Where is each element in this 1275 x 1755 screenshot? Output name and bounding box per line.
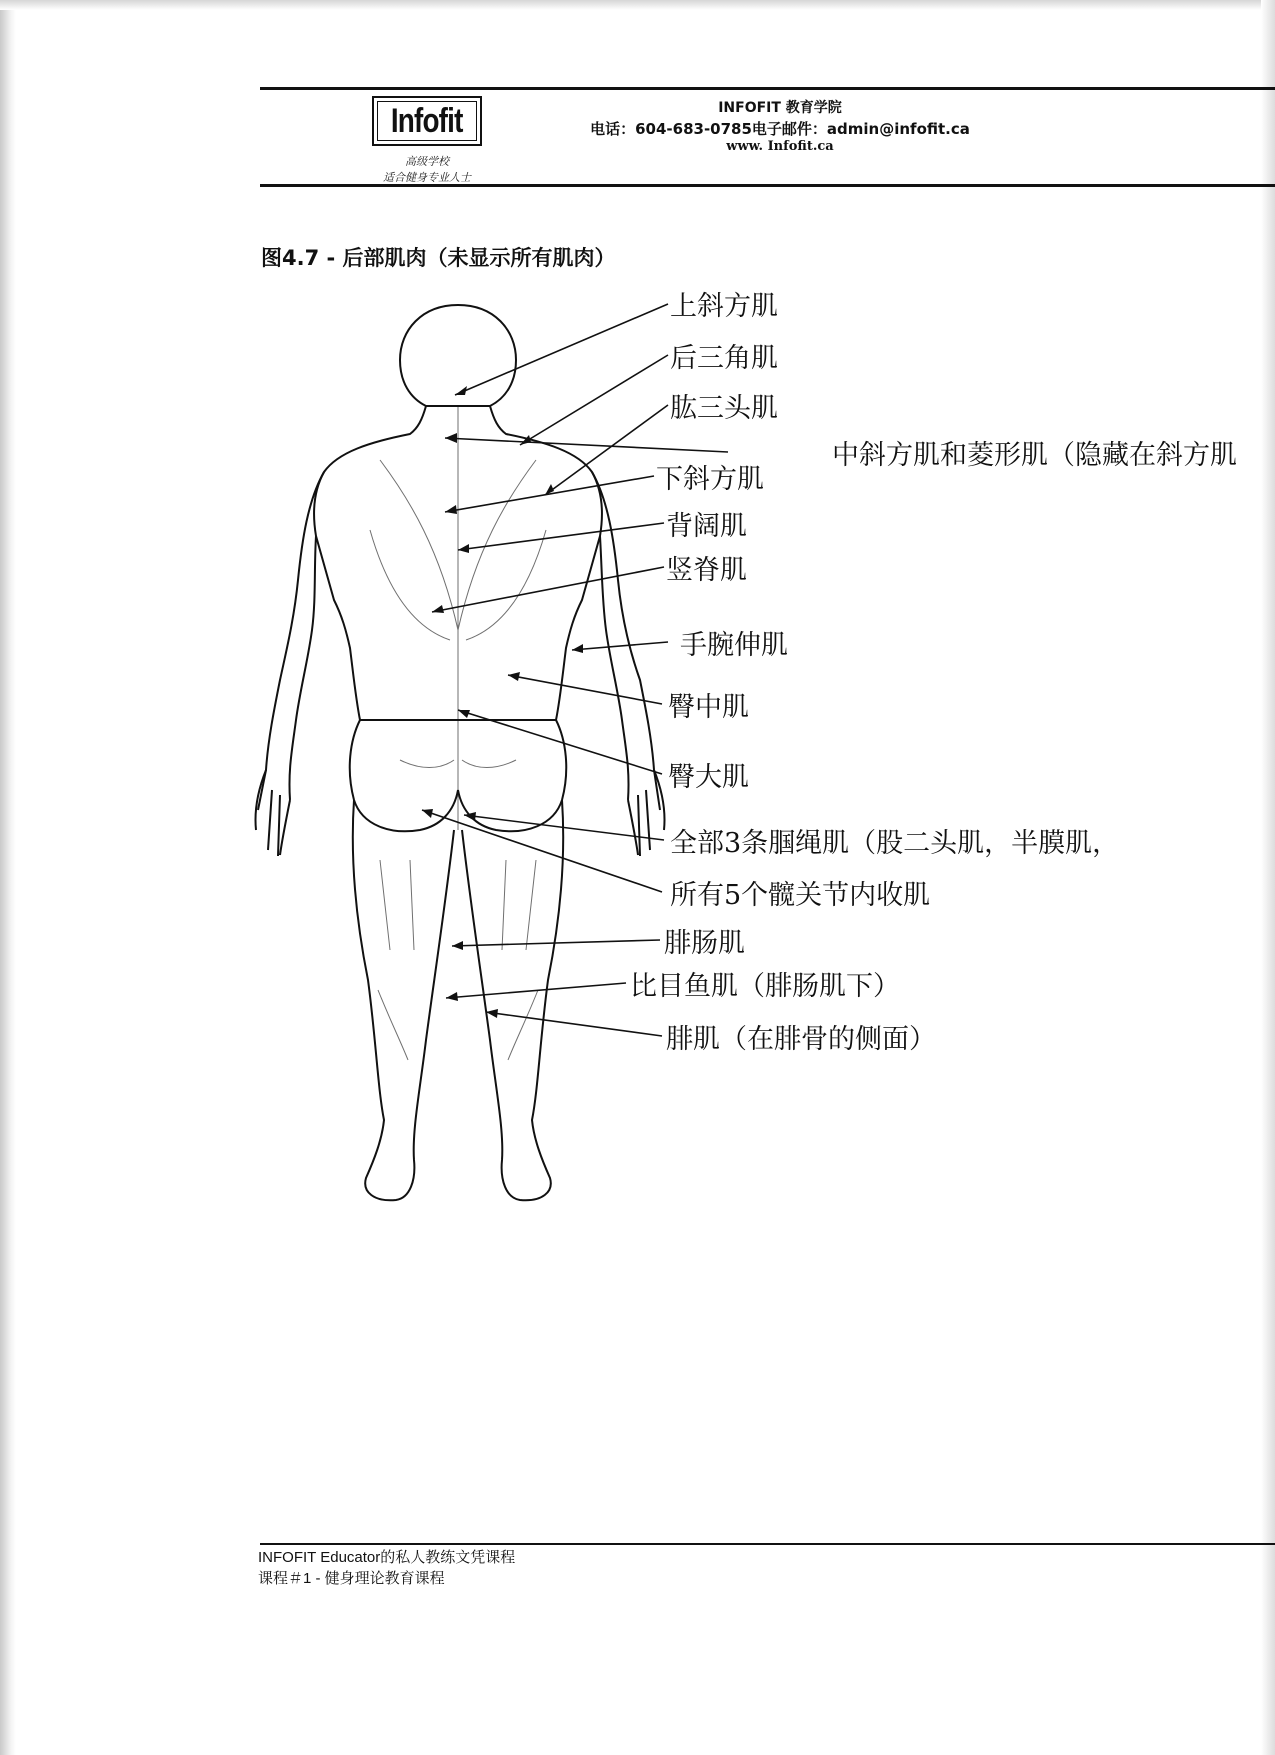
label-posterior-deltoid: 后三角肌 <box>670 343 778 374</box>
label-fibularis: 腓肌（在腓骨的侧面） <box>666 1024 936 1055</box>
leader-wrist-extensors <box>572 642 668 650</box>
logo-tagline-1: 高级学校 <box>405 155 449 168</box>
label-soleus: 比目鱼肌（腓肠肌下） <box>630 971 900 1002</box>
header-institute: INFOFIT 教育学院 <box>718 100 842 116</box>
label-erector-spinae: 竖脊肌 <box>666 555 747 586</box>
logo-inner-frame <box>377 101 477 141</box>
label-lower-trapezius: 下斜方肌 <box>656 464 764 495</box>
logo-tagline-2: 适合健身专业人士 <box>383 171 471 184</box>
label-middle-trapezius-rhomboids: 中斜方肌和菱形肌（隐藏在斜方肌 <box>832 440 1237 471</box>
label-latissimus-dorsi: 背阔肌 <box>666 511 747 542</box>
scan-shadow-left <box>0 0 16 1755</box>
label-hip-adductors: 所有5个髋关节内收肌 <box>670 880 931 911</box>
right-leg <box>462 800 563 1200</box>
label-upper-trapezius: 上斜方肌 <box>670 291 778 322</box>
figure-title: 图4.7 - 后部肌肉（未显示所有肌肉） <box>261 246 616 270</box>
logo-wordmark: Infofit <box>391 101 463 140</box>
leader-lower-trapezius <box>445 476 654 512</box>
posterior-muscle-figure <box>250 291 1265 1260</box>
label-triceps: 肱三头肌 <box>670 393 778 424</box>
label-gluteus-medius: 臀中肌 <box>668 692 749 723</box>
label-gluteus-maximus: 臀大肌 <box>668 762 749 793</box>
muscle-hatching <box>370 406 546 1060</box>
header-contact: 电话：604-683-0785电子邮件：admin@infofit.ca <box>590 120 970 138</box>
leader-adductors <box>422 810 662 892</box>
header-rule-top <box>260 87 1275 90</box>
leader-gastrocnemius <box>452 940 660 946</box>
leader-gluteus-maximus <box>458 710 662 774</box>
leader-upper-trapezius <box>455 304 668 395</box>
label-gastrocnemius: 腓肠肌 <box>664 928 745 959</box>
left-leg <box>353 800 454 1200</box>
infofit-logo <box>372 96 482 146</box>
label-wrist-extensors: 手腕伸肌 <box>680 630 788 661</box>
head <box>400 305 516 406</box>
footer-rule <box>260 1543 1275 1545</box>
header-website: www. Infofit.ca <box>726 139 834 154</box>
leader-posterior-deltoid <box>520 355 668 445</box>
left-hand <box>255 770 290 856</box>
leader-middle-trapezius <box>445 438 728 452</box>
leader-fibularis <box>486 1012 662 1036</box>
label-hamstrings: 全部3条腘绳肌（股二头肌，半膜肌， <box>670 828 1120 859</box>
footer-course-subtitle: 课程＃1 - 健身理论教育课程 <box>258 1570 445 1587</box>
leader-erector-spinae <box>432 567 664 612</box>
right-hand <box>628 770 665 856</box>
scan-shadow-top <box>0 0 1275 10</box>
footer-course-title: INFOFIT Educator的私人教练文凭课程 <box>258 1549 516 1566</box>
